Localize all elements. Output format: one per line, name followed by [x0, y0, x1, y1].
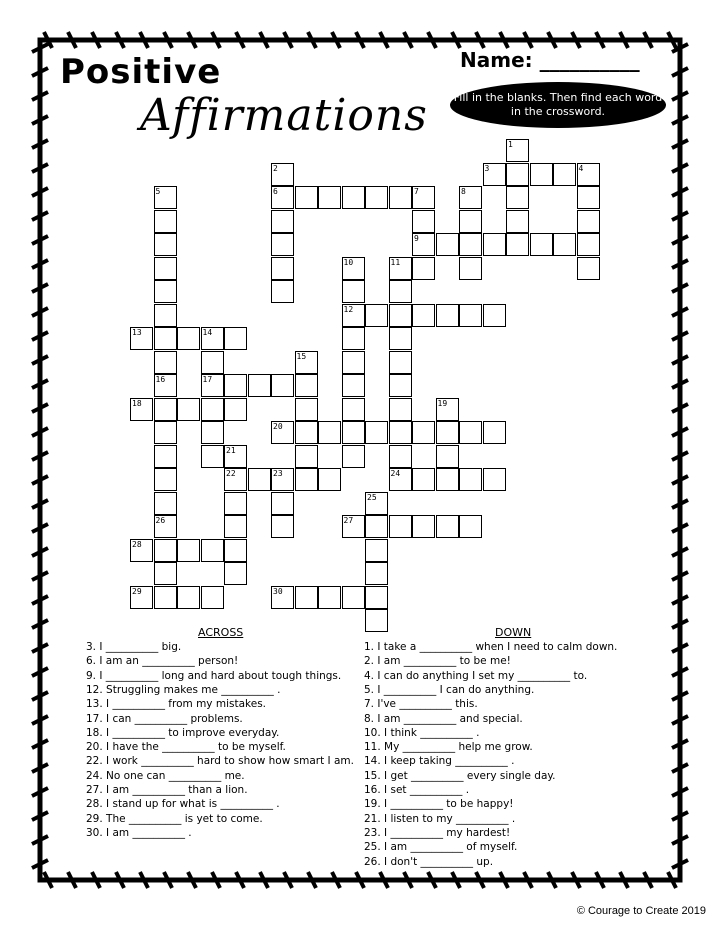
down-clue: 23. I __________ my hardest! — [364, 826, 511, 839]
crossword-cell[interactable] — [365, 304, 388, 327]
down-clue: 21. I listen to my __________ . — [364, 812, 516, 825]
across-clue: 27. I am __________ than a lion. — [86, 784, 248, 796]
across-clue: 30. I am __________ . — [86, 826, 192, 839]
crossword-cell[interactable] — [154, 586, 177, 609]
crossword-cell[interactable] — [342, 586, 365, 609]
crossword-cell[interactable] — [530, 163, 553, 186]
clue-number: 26 — [155, 516, 166, 525]
crossword-cell[interactable] — [365, 421, 388, 444]
crossword-cell[interactable] — [201, 445, 224, 468]
crossword-cell[interactable] — [436, 233, 459, 256]
clue-number: 25 — [367, 492, 377, 502]
crossword-cell[interactable] — [436, 468, 459, 491]
crossword-cell[interactable] — [318, 586, 341, 609]
crossword-cell[interactable] — [459, 421, 482, 444]
crossword-cell[interactable] — [201, 586, 224, 609]
across-clue: 12. Struggling makes me __________ . — [86, 683, 281, 696]
crossword-cell[interactable] — [436, 515, 459, 538]
crossword-cell[interactable] — [177, 586, 200, 609]
crossword-cell[interactable] — [154, 304, 177, 327]
crossword-cell[interactable] — [389, 374, 412, 397]
crossword-cell[interactable] — [177, 327, 200, 350]
clue-number: 9 — [414, 234, 419, 243]
clue-number: 18 — [132, 398, 142, 408]
crossword-cell[interactable] — [224, 515, 247, 538]
crossword-cell[interactable] — [530, 233, 553, 256]
crossword-cell[interactable] — [459, 233, 482, 256]
crossword-cell[interactable] — [271, 515, 294, 538]
down-header: DOWN — [495, 626, 532, 639]
across-clue: 28. I stand up for what is __________ . — [86, 798, 280, 811]
clue-number: 24 — [390, 469, 401, 478]
title-positive: Positive — [60, 52, 222, 92]
crossword-cell[interactable] — [365, 609, 388, 632]
across-clue: 22. I work __________ hard to show how smart I am. — [86, 755, 354, 768]
down-clue: 25. I am __________ of myself. — [364, 841, 518, 854]
crossword-cell[interactable] — [459, 210, 482, 233]
crossword-cell[interactable] — [412, 257, 435, 280]
clue-number: 2 — [273, 163, 278, 173]
clue-number: 16 — [155, 375, 166, 384]
across-clue: 13. I __________ from my mistakes. — [86, 698, 267, 711]
crossword-cell[interactable] — [577, 233, 600, 256]
down-clue: 7. I've __________ this. — [364, 698, 478, 711]
title-affirmations: Affirmations — [140, 90, 428, 141]
crossword-cell[interactable] — [154, 210, 177, 233]
crossword-cell[interactable] — [389, 186, 412, 209]
clue-number: 13 — [132, 328, 142, 337]
crossword-cell[interactable] — [295, 186, 318, 209]
clue-number: 28 — [132, 539, 142, 549]
down-clue: 2. I am __________ to be me! — [364, 655, 511, 668]
crossword-cell[interactable] — [154, 492, 177, 515]
crossword-cell[interactable] — [224, 492, 247, 515]
clue-number: 4 — [578, 163, 584, 173]
crossword-cell[interactable] — [412, 421, 435, 444]
crossword-cell[interactable] — [154, 539, 177, 562]
across-clue: 3. I __________ big. — [86, 641, 182, 653]
clue-number: 7 — [414, 187, 419, 196]
crossword-cell[interactable] — [154, 398, 177, 421]
crossword-cell[interactable] — [295, 421, 318, 444]
copyright: © Courage to Create 2019 — [576, 905, 706, 917]
down-clue: 15. I get __________ every single day. — [364, 769, 556, 782]
crossword-cell[interactable] — [389, 304, 412, 327]
down-clue: 1. I take a __________ when I need to calm down. — [364, 641, 618, 653]
clue-number: 11 — [390, 257, 401, 267]
crossword-cell[interactable] — [459, 468, 482, 491]
clue-number: 3 — [484, 163, 490, 173]
across-clue: 9. I __________ long and hard about tough things. — [86, 669, 342, 682]
crossword-cell[interactable] — [506, 163, 529, 186]
crossword-cell[interactable] — [577, 210, 600, 233]
crossword-cell[interactable] — [577, 186, 600, 209]
crossword-cell[interactable] — [248, 468, 271, 491]
crossword-cell[interactable] — [154, 280, 177, 303]
crossword-cell[interactable] — [201, 539, 224, 562]
crossword-cell[interactable] — [553, 233, 576, 256]
crossword-cell[interactable] — [201, 351, 224, 374]
crossword-cell[interactable] — [224, 374, 247, 397]
crossword-cell[interactable] — [154, 445, 177, 468]
down-clue: 26. I don't __________ up. — [364, 855, 494, 868]
across-header: ACROSS — [198, 626, 244, 639]
clue-number: 21 — [226, 445, 236, 455]
crossword-cell[interactable] — [412, 515, 435, 538]
crossword-cell[interactable] — [271, 492, 294, 515]
crossword-cell[interactable] — [412, 304, 435, 327]
crossword-cell[interactable] — [342, 445, 365, 468]
clue-number: 8 — [461, 187, 466, 196]
crossword-cell[interactable] — [459, 257, 482, 280]
crossword-cell[interactable] — [342, 327, 365, 350]
down-clue: 14. I keep taking __________ . — [364, 755, 515, 768]
clue-number: 6 — [273, 187, 278, 196]
clue-number: 5 — [155, 187, 161, 196]
clue-number: 30 — [273, 586, 283, 596]
down-clue: 10. I think __________ . — [364, 726, 480, 739]
crossword-cell[interactable] — [412, 210, 435, 233]
crossword-cell[interactable] — [389, 327, 412, 350]
crossword-cell[interactable] — [342, 421, 365, 444]
crossword-cell[interactable] — [224, 539, 247, 562]
crossword-cell[interactable] — [318, 468, 341, 491]
crossword-cell[interactable] — [389, 421, 412, 444]
crossword-cell[interactable] — [365, 539, 388, 562]
crossword-cell[interactable] — [201, 398, 224, 421]
crossword-cell[interactable] — [248, 374, 271, 397]
crossword-cell[interactable] — [436, 421, 459, 444]
crossword-cell[interactable] — [342, 280, 365, 303]
crossword-cell[interactable] — [483, 421, 506, 444]
crossword-cell[interactable] — [271, 374, 294, 397]
crossword-cell[interactable] — [506, 233, 529, 256]
crossword-cell[interactable] — [318, 186, 341, 209]
crossword-cell[interactable] — [342, 186, 365, 209]
across-clue: 17. I can __________ problems. — [86, 712, 243, 725]
crossword-cell[interactable] — [365, 562, 388, 585]
crossword-cell[interactable] — [342, 398, 365, 421]
across-clue: 18. I __________ to improve everyday. — [86, 726, 280, 739]
clue-number: 17 — [202, 375, 213, 384]
crossword-cell[interactable] — [459, 515, 482, 538]
down-clue: 4. I can do anything I set my __________ to. — [364, 669, 588, 682]
crossword-cell[interactable] — [295, 374, 318, 397]
crossword-cell[interactable] — [483, 468, 506, 491]
crossword-cell[interactable] — [365, 586, 388, 609]
down-clue: 16. I set __________ . — [364, 784, 470, 796]
crossword-cell[interactable] — [271, 233, 294, 256]
crossword-cell[interactable] — [295, 586, 318, 609]
clue-number: 10 — [343, 257, 354, 267]
crossword-cell[interactable] — [295, 398, 318, 421]
crossword-cell[interactable] — [201, 421, 224, 444]
clue-number: 29 — [132, 586, 142, 596]
crossword-cell[interactable] — [389, 280, 412, 303]
crossword-cell[interactable] — [483, 304, 506, 327]
clue-number: 14 — [202, 328, 213, 337]
clue-number: 23 — [273, 469, 283, 478]
crossword-cell[interactable] — [365, 515, 388, 538]
name-field[interactable]: Name: __________ — [460, 48, 640, 72]
down-clue: 5. I __________ I can do anything. — [364, 683, 535, 696]
crossword-cell[interactable] — [271, 280, 294, 303]
clue-number: 12 — [343, 304, 354, 314]
crossword-cell[interactable] — [295, 445, 318, 468]
clue-number: 20 — [273, 422, 283, 431]
clue-number: 22 — [226, 469, 236, 478]
crossword-cell[interactable] — [154, 233, 177, 256]
crossword-cell[interactable] — [577, 257, 600, 280]
crossword-cell[interactable] — [436, 445, 459, 468]
crossword-cell[interactable] — [224, 562, 247, 585]
crossword-cell[interactable] — [506, 210, 529, 233]
across-clue: 24. No one can __________ me. — [86, 769, 245, 782]
crossword-cell[interactable] — [177, 398, 200, 421]
crossword-cell[interactable] — [271, 210, 294, 233]
instructions-text: Fill in the blanks. Then find each word in the crossword. — [453, 91, 663, 118]
crossword-cell[interactable] — [436, 304, 459, 327]
crossword-cell[interactable] — [154, 562, 177, 585]
clue-number: 15 — [296, 351, 307, 361]
across-clue: 29. The __________ is yet to come. — [86, 812, 263, 825]
clue-number: 1 — [508, 140, 513, 149]
crossword-cell[interactable] — [224, 327, 247, 350]
crossword-cell[interactable] — [459, 304, 482, 327]
crossword-cell[interactable] — [271, 257, 294, 280]
across-clue: 20. I have the __________ to be myself. — [86, 741, 286, 754]
crossword-cell[interactable] — [342, 374, 365, 397]
crossword-cell[interactable] — [506, 186, 529, 209]
crossword-cell[interactable] — [224, 398, 247, 421]
crossword-cell[interactable] — [342, 351, 365, 374]
crossword-cell[interactable] — [483, 233, 506, 256]
down-clue: 19. I __________ to be happy! — [364, 798, 514, 811]
crossword-cell[interactable] — [154, 257, 177, 280]
clue-number: 19 — [437, 398, 448, 408]
across-clue: 6. I am an __________ person! — [86, 655, 239, 668]
crossword-cell[interactable] — [177, 539, 200, 562]
crossword-cell[interactable] — [389, 445, 412, 468]
crossword-cell[interactable] — [389, 515, 412, 538]
crossword-cell[interactable] — [295, 468, 318, 491]
crossword-cell[interactable] — [154, 351, 177, 374]
down-clue: 11. My __________ help me grow. — [364, 741, 533, 754]
crossword-cell[interactable] — [389, 351, 412, 374]
clue-number: 27 — [343, 516, 354, 525]
crossword-cell[interactable] — [318, 421, 341, 444]
crossword-cell[interactable] — [553, 163, 576, 186]
crossword-cell[interactable] — [389, 398, 412, 421]
down-clue: 8. I am __________ and special. — [364, 712, 523, 725]
crossword-cell[interactable] — [365, 186, 388, 209]
crossword-cell[interactable] — [154, 421, 177, 444]
crossword-cell[interactable] — [154, 468, 177, 491]
crossword-cell[interactable] — [154, 327, 177, 350]
crossword-cell[interactable] — [412, 468, 435, 491]
